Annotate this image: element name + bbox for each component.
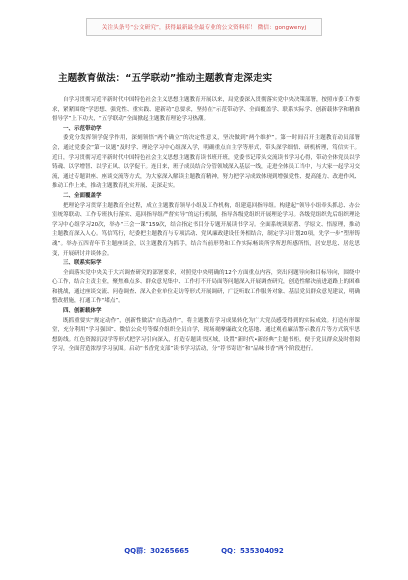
paragraph: 自学习贯彻习近平新时代中国特色社会主义思想主题教育开展以来，局党委深入贯彻落实党中央决策部署，按照市委工作要求，紧紧围绕“学思想、强党性、重实践、建新功”总要求，坚持在“示范带动学、全面覆盖学、联系实际学、创新载体学和精准督导学”上下功夫，“五学联动”全面掀起主题教育理论学习热潮。 <box>52 97 361 123</box>
document-title: 主题教育做法：“五学联动”推动主题教育走深走实 <box>58 73 273 84</box>
document-body <box>52 96 360 355</box>
section-heading: 一、示范带动学 <box>63 125 102 132</box>
footer-qq: QQ：535304092 <box>221 547 284 555</box>
paragraph: 既抓重要实“规定动作”，创新性做活“自选动作”，将主题教育学习成果转化为广大党员感受得到的实际成效。打造有形课堂，充分利用“学习强国”、微信公众号等媒介组织全员自学，现场观摩廉政文化基地、通过观看廉洁警示教育片等方式筑牢思想防线。红色资源沉浸学等形式把学习引向深入，打造专题读书区域，设置“新时代•新经典”主题书柜，便于党员群众及时借阅学习，全面营造浓厚学习氛围。启动“书香党支部”读书学习活动，分“荐书寄语”和“品味书香”两个阶段进行。 <box>52 317 360 353</box>
paragraph: 委党分发挥领学促学作用，深刻领悟“两个确立”的决定性意义，坚决做到“两个维护”。第一时间召开主题教育动员部署会，通过党委会“第一议题”及时学、理论学习中心组深入学，明确重点自主学等形式，带头深学细悟、研机析理，笃信实干。近日，学习贯彻习近平新时代中国特色社会主义思想主题教育读书班开班，党委书记带头交流读书学习心得，带动全体党员以学铸魂、以学增智、以学正风、以学促干。连日来，班子成员结合分管领域深入基层一线，走进全体员工当中，与大家一起学习交流，通过专题讲座、座谈交流等方式，为大家深入解读主题教育精神，努力把学习成效体现到增强党性、提高能力、改进作风、推动工作上来，推动主题教育扎实开展、走深走实。 <box>52 135 361 190</box>
footer-qq-group: QQ群：30265665 <box>124 547 190 555</box>
promo-banner <box>86 18 322 36</box>
footer-contacts <box>0 546 408 556</box>
section-heading: 三、联系实际学 <box>63 260 102 267</box>
section-heading: 四、创新载体学 <box>63 308 102 315</box>
section-heading: 二、全面覆盖学 <box>63 192 102 199</box>
paragraph: 把理论学习贯穿主题教育全过程，成立主题教育领导小组及工作机构，组建巡回指导组。构建起“领导小组牵头抓总、办公室统筹联动、工作专班执行落实、巡回指导组严督实导”的运行机制，指导各级党组织开展理论学习。各级党组织先后组织理论学习中心组学习20次，举办“三会一课”159次，结合指定书目分专题开展读书学习。全面系统读原著、学原文、悟原理，推动主题教育深入人心。笃信笃行，纪委把主题教育与专项活动、党风廉政建设任务相结合，制定学习计划20项，先学一步“塑形铸魂”。举办五四青年节主题座谈会，以主题教育为抓手，结合当前形势和工作实际畅谈所学所思所感所悟，居安思危、居危思变，开展研讨并谈体会。 <box>52 202 360 257</box>
promo-banner-text: 关注头条号“公文研究”，获得最新最全最专业的公文资料库！ 微信：gongwenyj <box>101 25 307 31</box>
paragraph: 全面落实党中央关于大兴调查研究的部署要求，对照党中央明确的12个方面重点内容，突出问题导向和目标导向，围绕中心工作，结合主责主业，聚焦难点多、群众意见集中、工作打不开局面等问题深入开展调查研究，创造性解决前进道路上的困难和挑战，通过座谈交流、问卷调查、深入企业单位走访等形式开展调研，广泛听取工作服务对象、基层党员群众意见建议，明确整改措施，打通工作“堵点”。 <box>52 269 361 305</box>
